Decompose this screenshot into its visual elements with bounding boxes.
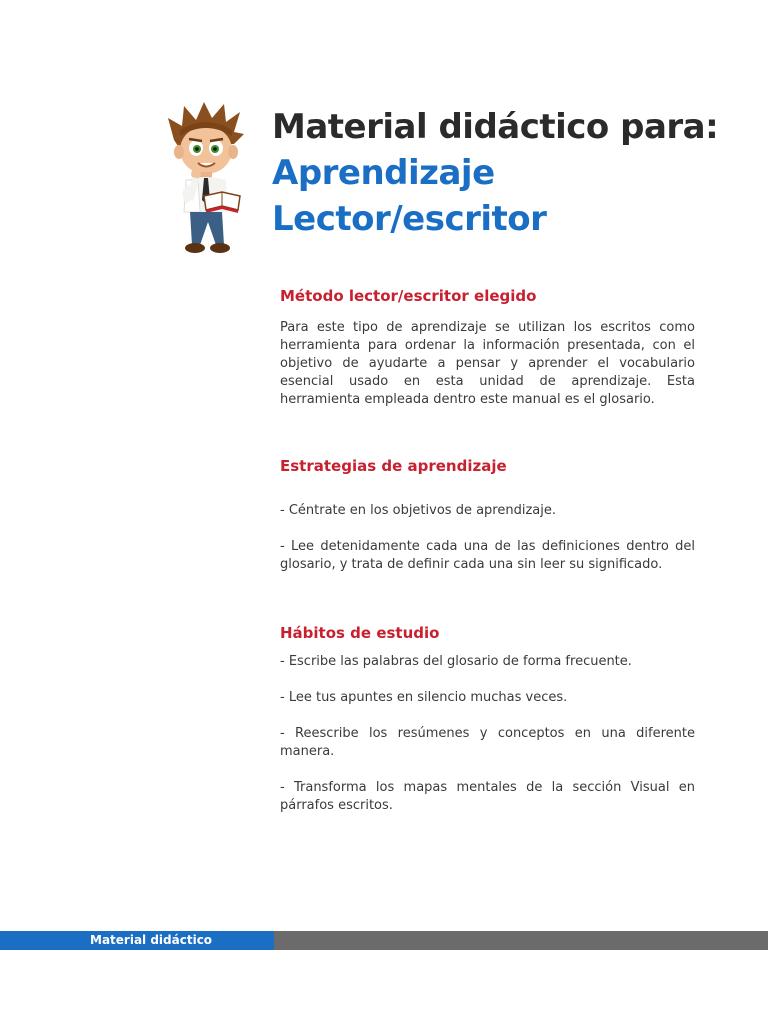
section-habitos [280, 623, 695, 815]
section-metodo [280, 286, 695, 409]
list-item: - Transforma los mapas mentales de la sección Visual en párrafos escritos. [280, 780, 695, 813]
list-item: - Lee tus apuntes en silencio muchas veces. [280, 690, 568, 705]
page-title: Material didáctico para: [272, 107, 719, 147]
section-estrategias [280, 456, 695, 574]
page-subtitle-1: Aprendizaje [272, 153, 495, 193]
footer-gray-bar [274, 931, 768, 950]
student-mascot-icon [160, 100, 252, 255]
footer-label: Material didáctico [90, 933, 213, 947]
title-block [272, 104, 718, 242]
section-paragraph: Para este tipo de aprendizaje se utilizan los escritos como herramienta para ordenar la información presentada, con el objetivo de ayudarte a pensar y aprender el vocabulario esencial usado en esta unidad de aprendizaje. Esta herramienta empleada dentro este manual es el glosario. [280, 320, 695, 407]
list-item: - Reescribe los resúmenes y conceptos en una diferente manera. [280, 726, 695, 759]
section-heading: Hábitos de estudio [280, 624, 440, 642]
section-heading: Estrategias de aprendizaje [280, 457, 507, 475]
list-item: - Escribe las palabras del glosario de forma frecuente. [280, 654, 632, 669]
section-heading: Método lector/escritor elegido [280, 287, 537, 305]
page-subtitle-2: Lector/escritor [272, 199, 547, 239]
list-item: - Céntrate en los objetivos de aprendizaje. [280, 503, 556, 518]
list-item: - Lee detenidamente cada una de las definiciones dentro del glosario, y trata de definir cada una sin leer su significado. [280, 539, 695, 572]
